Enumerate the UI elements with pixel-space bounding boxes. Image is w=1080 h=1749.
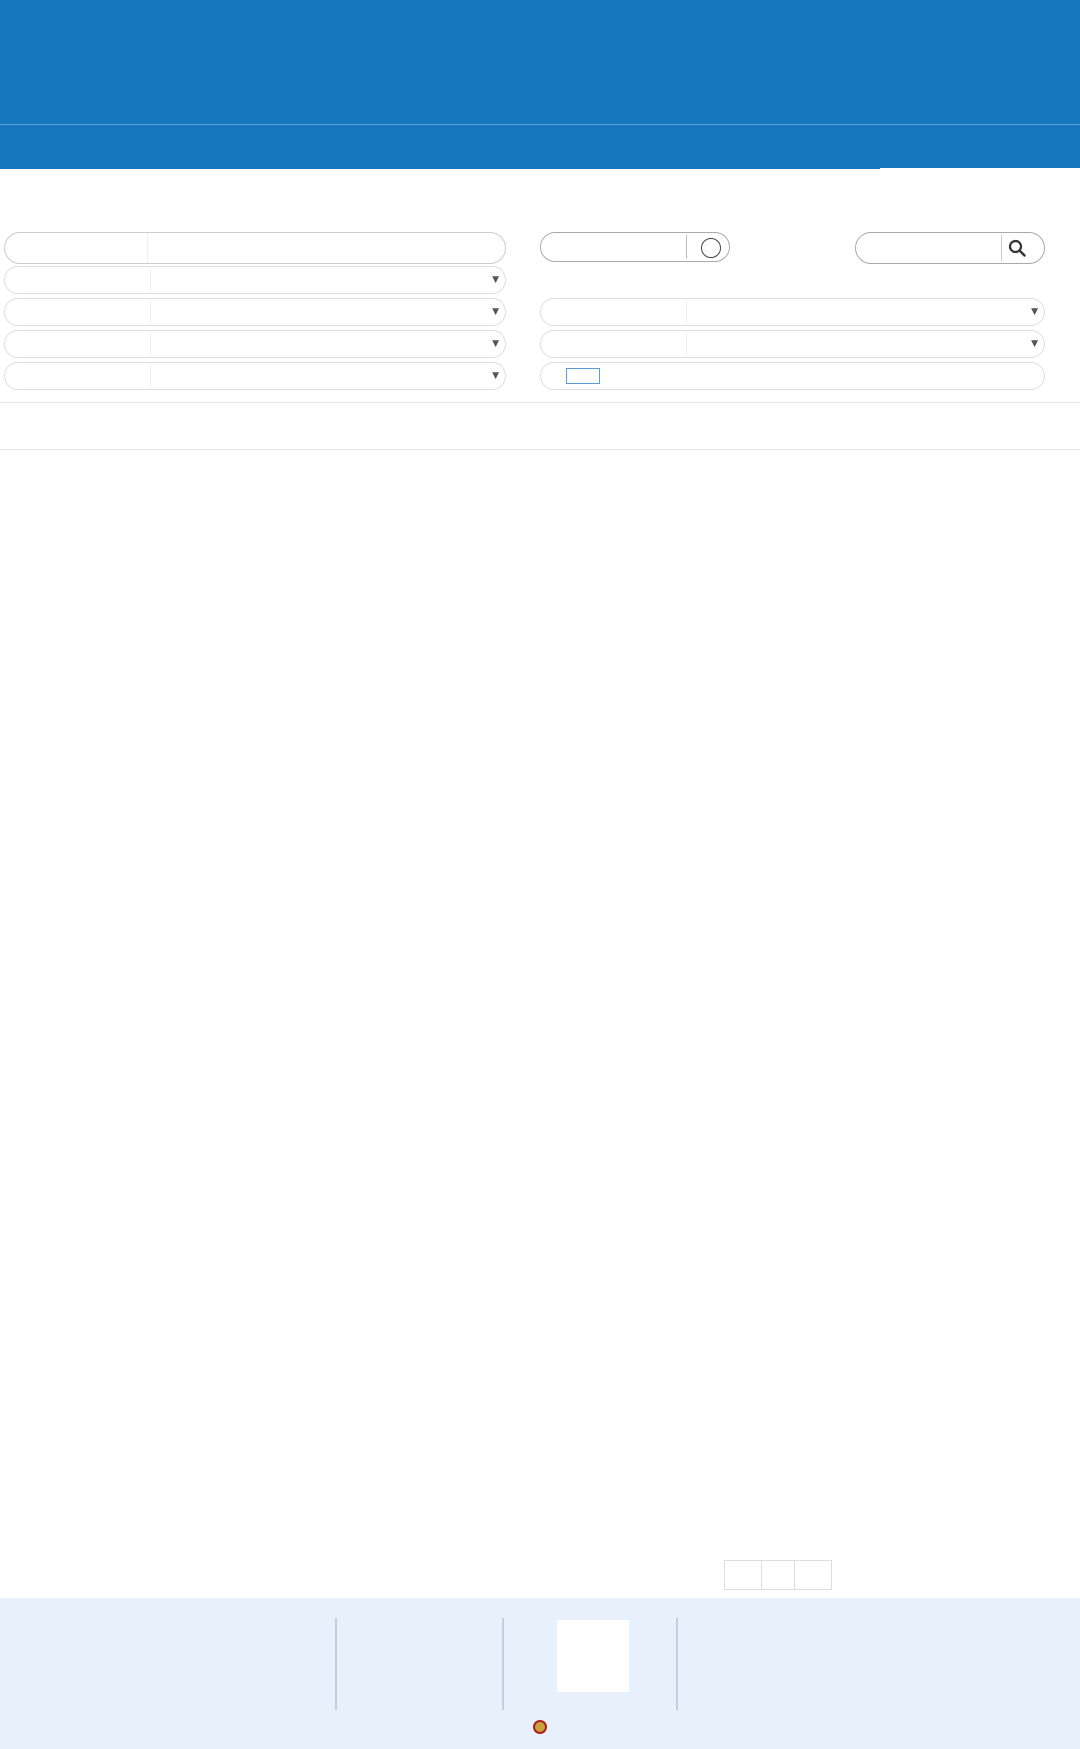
footer-divider [335, 1618, 337, 1710]
filter-postgrad[interactable] [4, 330, 506, 358]
filter-double-first-select[interactable] [686, 299, 1044, 325]
dropdown-arrow-icon: ▼ [492, 371, 499, 381]
wechat-qr-code-icon [557, 1620, 629, 1692]
table-header [0, 402, 1080, 450]
filter-school-type-label [541, 331, 686, 357]
filter-school-type-select[interactable] [686, 331, 1044, 357]
filter-211-select[interactable] [150, 299, 505, 325]
dropdown-arrow-icon: ▼ [492, 307, 499, 317]
clear-divider [686, 235, 687, 259]
filter-985[interactable] [4, 266, 506, 294]
filter-985-label [5, 267, 150, 293]
footer-divider [676, 1618, 678, 1710]
next-page-button[interactable] [794, 1560, 832, 1590]
prev-page-button[interactable] [724, 1560, 762, 1590]
filter-985-select[interactable] [150, 267, 505, 293]
clear-circle-icon [701, 238, 721, 258]
clear-search-button[interactable] [540, 232, 730, 262]
filter-postgrad-select[interactable] [150, 331, 505, 357]
footer-icp [0, 1720, 1080, 1734]
filter-211[interactable] [4, 298, 506, 326]
school-name-label [5, 233, 147, 263]
site-header [0, 0, 1080, 124]
filter-province-label [5, 363, 150, 389]
nav-underline [0, 166, 880, 169]
search-divider [1001, 235, 1002, 261]
page-1-button[interactable] [761, 1560, 795, 1590]
dropdown-arrow-icon: ▼ [492, 275, 499, 285]
page-jump-input[interactable] [566, 368, 600, 384]
filter-province-select[interactable] [150, 363, 505, 389]
page-jump [540, 362, 1045, 390]
filter-province[interactable] [4, 362, 506, 390]
school-name-input[interactable] [147, 233, 502, 263]
search-icon [1008, 239, 1026, 257]
filter-211-label [5, 299, 150, 325]
search-button[interactable] [855, 232, 1045, 264]
dropdown-arrow-icon: ▼ [1031, 339, 1038, 349]
site-footer [0, 1598, 1080, 1749]
filter-double-first-label [541, 299, 686, 325]
filter-postgrad-label [5, 331, 150, 357]
dropdown-arrow-icon: ▼ [492, 339, 499, 349]
school-name-search [4, 232, 506, 264]
footer-divider [502, 1618, 504, 1710]
main-nav [0, 124, 1080, 168]
police-badge-icon [533, 1720, 547, 1734]
dropdown-arrow-icon: ▼ [1031, 307, 1038, 317]
filter-school-type[interactable] [540, 330, 1045, 358]
filter-double-first[interactable] [540, 298, 1045, 326]
